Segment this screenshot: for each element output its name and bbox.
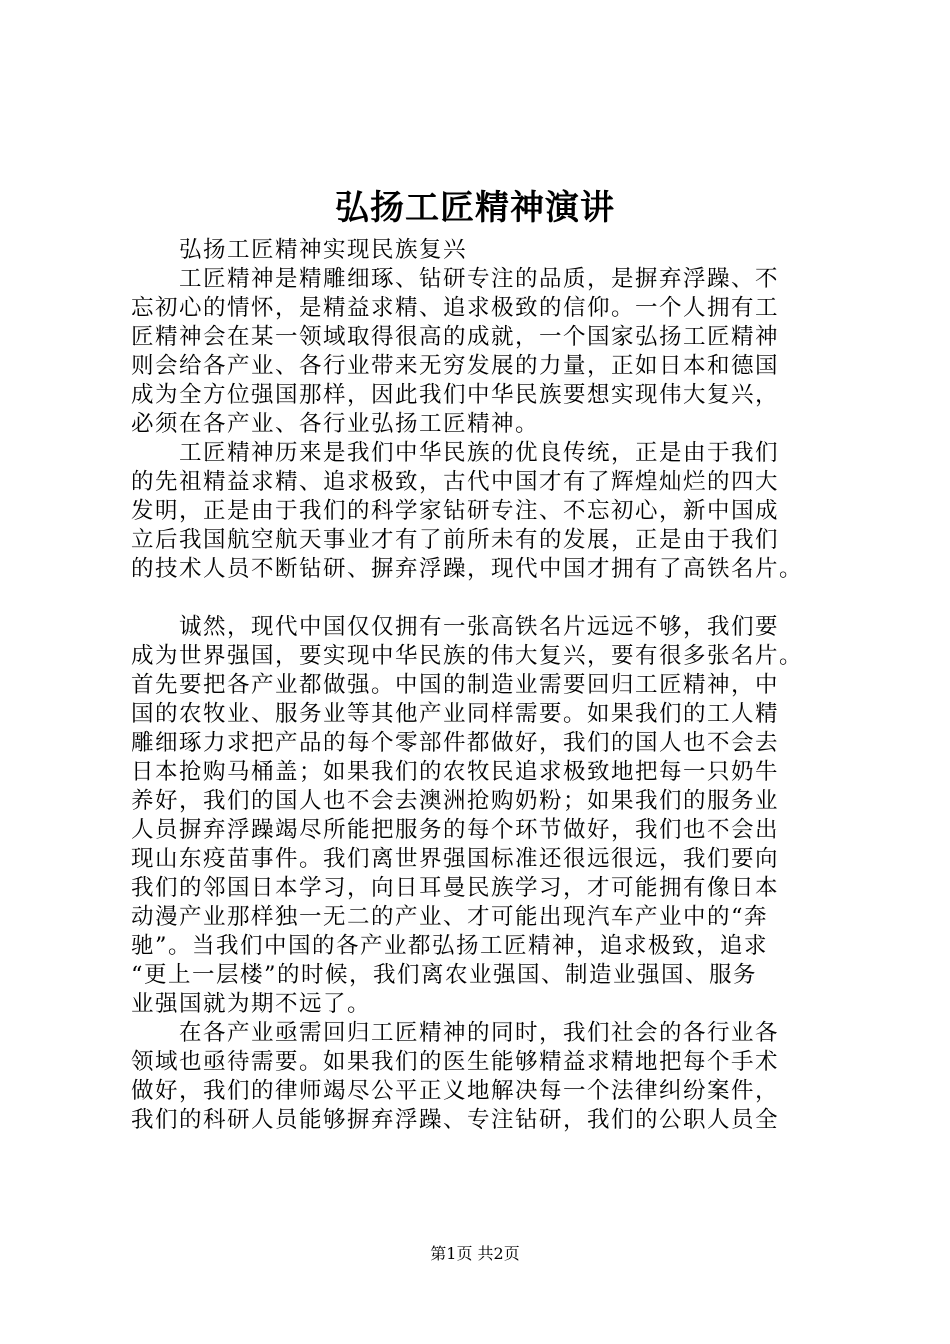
body-line: 养好，我们的国人也不会去澳洲抢购奶粉；如果我们的服务业: [131, 788, 780, 814]
body-line: 弘扬工匠精神实现民族复兴: [131, 237, 468, 263]
body-line: 的技术人员不断钻研、摒弃浮躁，现代中国才拥有了高铁名片。: [131, 556, 804, 582]
body-line: 忘初心的情怀，是精益求精、追求极致的信仰。一个人拥有工: [131, 295, 780, 321]
body-line: 领域也亟待需要。如果我们的医生能够精益求精地把每个手术: [131, 1049, 780, 1075]
body-line: 雕细琢力求把产品的每个零部件都做好，我们的国人也不会去: [131, 730, 780, 756]
body-line: 工匠精神历来是我们中华民族的优良传统，正是由于我们: [131, 440, 780, 466]
body-line: 匠精神会在某一领域取得很高的成就，一个国家弘扬工匠精神: [131, 324, 780, 350]
body-line: 做好，我们的律师竭尽公平正义地解决每一个法律纠纷案件，: [131, 1078, 780, 1104]
body-line: 我们的邻国日本学习，向日耳曼民族学习，才可能拥有像日本: [131, 875, 780, 901]
body-line: 发明，正是由于我们的科学家钻研专注、不忘初心，新中国成: [131, 498, 780, 524]
document-title: 弘扬工匠精神演讲: [335, 188, 615, 228]
body-line: 驰”。当我们中国的各产业都弘扬工匠精神，追求极致，追求: [131, 933, 769, 959]
body-line: 工匠精神是精雕细琢、钻研专注的品质，是摒弃浮躁、不: [131, 266, 780, 292]
body-line: 现山东疫苗事件。我们离世界强国标准还很远很远，我们要向: [131, 846, 780, 872]
body-line: “更上一层楼”的时候，我们离农业强国、制造业强国、服务: [131, 962, 758, 988]
body-line: 首先要把各产业都做强。中国的制造业需要回归工匠精神，中: [131, 672, 780, 698]
body-line: 成为全方位强国那样，因此我们中华民族要想实现伟大复兴，: [131, 382, 780, 408]
page-footer: 第1页 共2页: [430, 1244, 520, 1263]
body-line: 诚然，现代中国仅仅拥有一张高铁名片远远不够，我们要: [131, 614, 780, 640]
body-line: 成为世界强国，要实现中华民族的伟大复兴，要有很多张名片。: [131, 643, 804, 669]
body-line: 人员摒弃浮躁竭尽所能把服务的每个环节做好，我们也不会出: [131, 817, 780, 843]
body-line: 必须在各产业、各行业弘扬工匠精神。: [131, 411, 540, 437]
body-line: 国的农牧业、服务业等其他产业同样需要。如果我们的工人精: [131, 701, 780, 727]
body-line: 则会给各产业、各行业带来无穷发展的力量，正如日本和德国: [131, 353, 780, 379]
body-line: 的先祖精益求精、追求极致，古代中国才有了辉煌灿烂的四大: [131, 469, 780, 495]
body-line: 在各产业亟需回归工匠精神的同时，我们社会的各行业各: [131, 1020, 780, 1046]
blank-line: [131, 584, 828, 613]
body-line: 日本抢购马桶盖；如果我们的农牧民追求极致地把每一只奶牛: [131, 759, 780, 785]
body-line: 我们的科研人员能够摒弃浮躁、专注钻研，我们的公职人员全: [131, 1107, 780, 1133]
document-body: [131, 236, 828, 1135]
body-line: 立后我国航空航天事业才有了前所未有的发展，正是由于我们: [131, 527, 780, 553]
body-line: 业强国就为期不远了。: [131, 991, 372, 1017]
body-line: 动漫产业那样独一无二的产业、才可能出现汽车产业中的“奔: [131, 904, 769, 930]
